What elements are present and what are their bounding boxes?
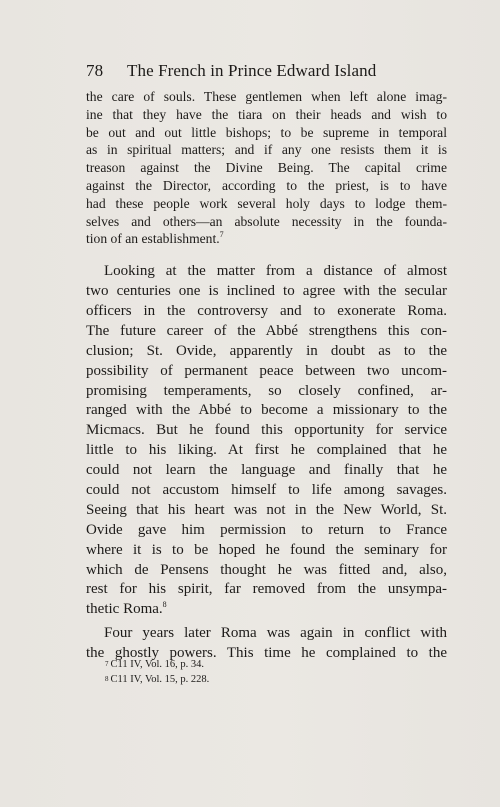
- text-line-content: tion of an establishment.: [86, 231, 220, 247]
- text-line: rest for his spirit, far removed from the unsympa-: [86, 581, 447, 598]
- text-line: ranged with the Abbé to become a missionary to the: [86, 402, 447, 419]
- text-line: Seeing that his heart was not in the New World, St.: [86, 501, 447, 518]
- text-line: Ovide gave him permission to return to France: [86, 521, 447, 538]
- paragraph-analysis: [86, 262, 447, 620]
- text-line: Looking at the matter from a distance of almost: [104, 263, 447, 280]
- text-line: ine that they have the tiara on their heads and wish to: [86, 106, 447, 122]
- text-line: [86, 230, 447, 248]
- body-text: [86, 88, 447, 664]
- text-line: the ghostly powers. This time he complained to the: [86, 645, 447, 662]
- text-line: be out and out little bishops; to be supreme in temporal: [86, 124, 447, 140]
- text-line: possibility of permanent peace between two uncom-: [86, 362, 447, 379]
- footnote-mark: 7: [105, 660, 109, 668]
- footnote: [105, 657, 405, 672]
- text-line: [86, 600, 447, 620]
- text-line: treason against the Divine Being. The capital crime: [86, 160, 447, 176]
- text-line: where it is to be hoped he found the seminary for: [86, 541, 447, 558]
- text-line: as in spiritual matters; and if any one resists them it is: [86, 142, 447, 158]
- text-line: clusion; St. Ovide, apparently in doubt as to the: [86, 342, 447, 359]
- text-line-content: thetic Roma.: [86, 601, 163, 618]
- text-line: selves and others—an absolute necessity in the founda-: [86, 213, 447, 229]
- page-number: 78: [86, 61, 104, 80]
- text-line: little to his liking. At first he complained that he: [86, 442, 447, 459]
- running-title: The French in Prince Edward Island: [127, 61, 377, 80]
- footnote-text: C11 IV, Vol. 15, p. 228.: [110, 674, 210, 685]
- running-head: [86, 60, 416, 82]
- paragraph-quotation: [86, 88, 447, 248]
- footnote-text: C11 IV, Vol. 16, p. 34.: [110, 659, 205, 670]
- text-line: officers in the controversy and to exonerate Roma.: [86, 302, 447, 319]
- text-line: promising temperaments, so closely confined, ar-: [86, 382, 447, 399]
- text-line: had these people work several holy days to lodge them-: [86, 195, 447, 211]
- text-line: two centuries one is inclined to agree with the secular: [86, 283, 447, 300]
- text-line: the care of souls. These gentlemen when left alone imag-: [86, 89, 447, 104]
- footnote-reference: 7: [219, 230, 224, 240]
- text-line: The future career of the Abbé strengthens this con-: [86, 322, 447, 339]
- footnotes: [105, 657, 405, 687]
- text-line: against the Director, according to the priest, is to have: [86, 177, 447, 193]
- text-line: could not learn the language and finally that he: [86, 462, 447, 479]
- text-line: Four years later Roma was again in conflict with: [104, 625, 447, 642]
- footnote-mark: 8: [105, 675, 109, 683]
- footnote-reference: 8: [162, 600, 167, 610]
- footnote: [105, 672, 405, 687]
- text-line: which de Pensens thought he was fitted and, also,: [86, 561, 447, 578]
- text-line: could not accustom himself to life among savages.: [86, 481, 447, 498]
- text-line: Micmacs. But he found this opportunity for service: [86, 422, 447, 439]
